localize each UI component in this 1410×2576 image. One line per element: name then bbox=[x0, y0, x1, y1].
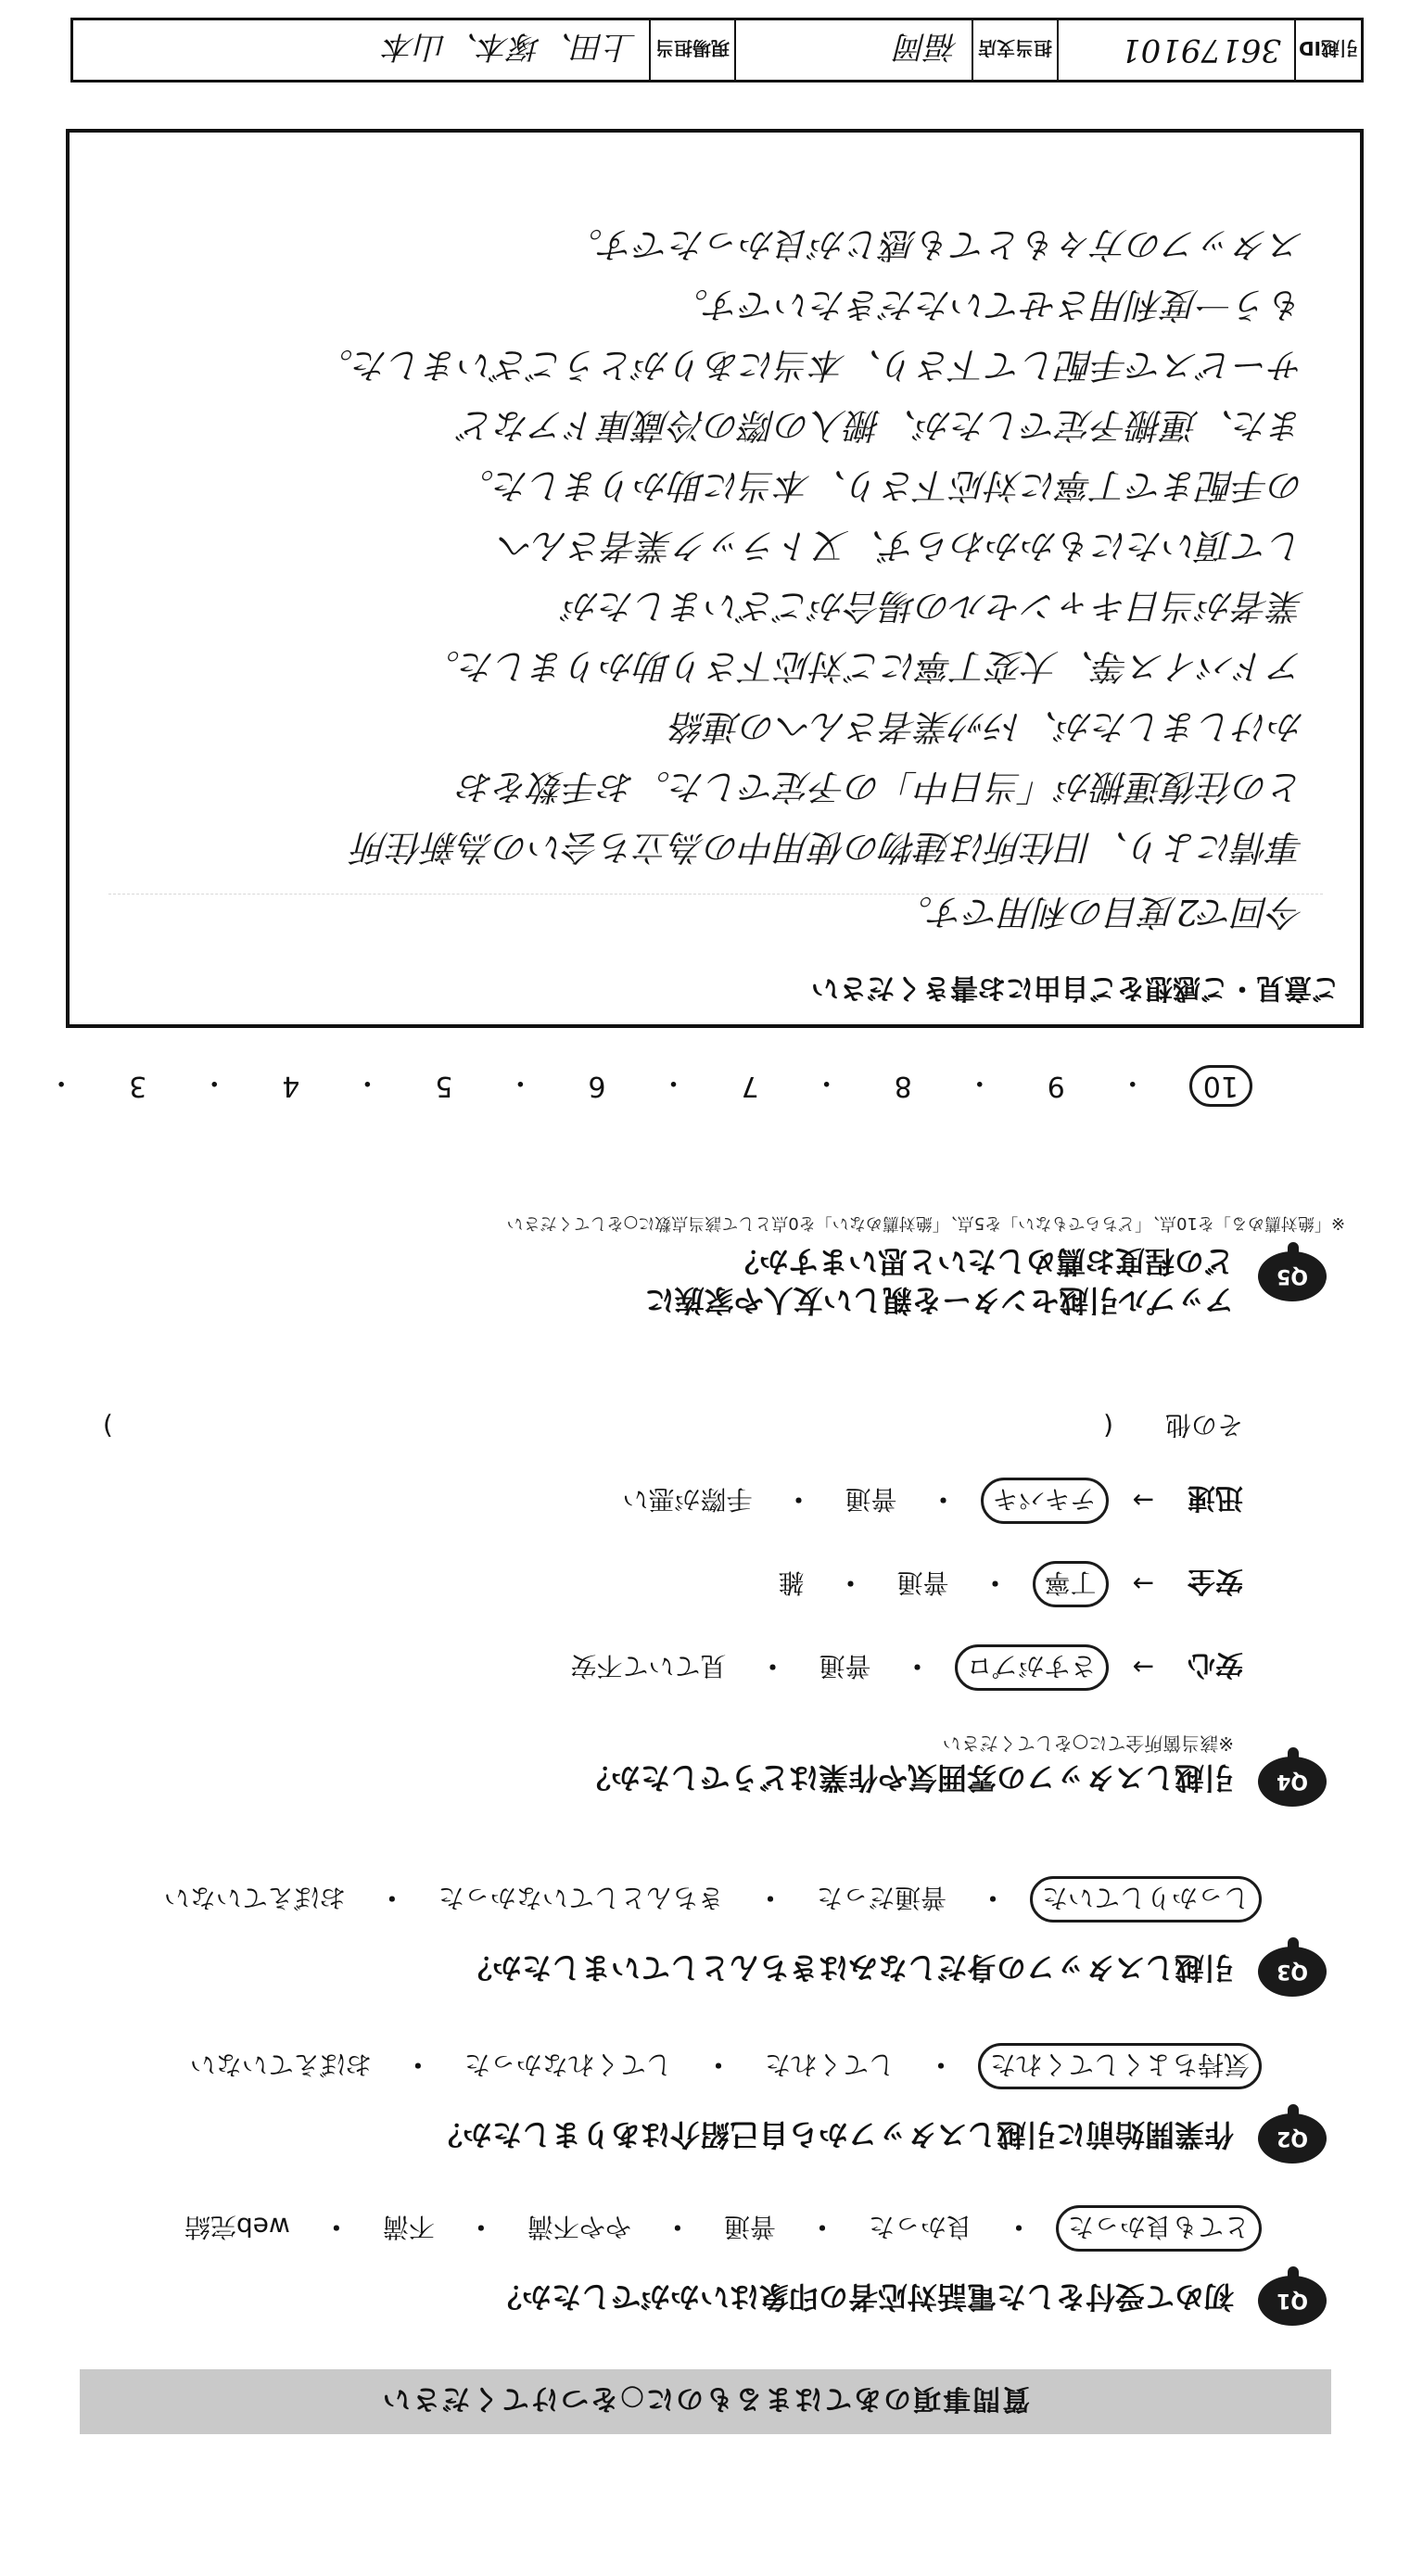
scale-option[interactable]: 5 bbox=[435, 1070, 453, 1102]
comment-line: 今回で2度目の利用です。 bbox=[896, 892, 1304, 933]
q4-option[interactable]: 丁寧 bbox=[1033, 1561, 1109, 1607]
comment-line: サービスで手配して下さり、本当にありがとうございました。 bbox=[317, 345, 1304, 386]
q2-options: 気持ちよくしてくれた ・ してくれた ・ してくれなかった ・ おぼえていない bbox=[181, 2043, 1262, 2089]
q5-note: ※「絶対薦める」を10点、「どちらでもない」を5点、「絶対薦めない」を0点として該当点数に○をしてください bbox=[506, 1213, 1345, 1233]
q4-option[interactable]: 普通 bbox=[896, 1567, 949, 1598]
q1-option[interactable]: 普通 bbox=[723, 2212, 776, 2242]
question-3 bbox=[75, 1858, 1327, 1997]
q4-other-open: ( bbox=[1103, 1411, 1113, 1442]
staff-info-table bbox=[70, 18, 1364, 82]
q4-row-label: 安全 bbox=[1188, 1565, 1243, 1597]
move-id-value: 36179101 bbox=[1059, 20, 1296, 80]
q5-text-line2: どの程度お薦めしたいと思いますか？ bbox=[729, 1244, 1234, 1279]
q1-option[interactable]: 不満 bbox=[382, 2212, 435, 2242]
comment-line: また、運搬予定でしたが、搬入の際の冷蔵庫ドアなど bbox=[460, 405, 1304, 446]
q3-option[interactable]: 普通だった bbox=[816, 1883, 946, 1913]
q4-badge bbox=[1258, 1757, 1327, 1807]
q1-option[interactable]: 良かった bbox=[868, 2212, 972, 2242]
q4-option[interactable]: 普通 bbox=[845, 1484, 897, 1515]
scale-option[interactable]: 10 bbox=[1189, 1065, 1252, 1107]
q3-badge bbox=[1258, 1947, 1327, 1997]
instruction-text: 質問事項のあてはまるものに○をつけてください bbox=[380, 2382, 1031, 2415]
q4-option[interactable]: 手際が悪い bbox=[622, 1484, 753, 1515]
q3-badge-label: Q3 bbox=[1277, 1960, 1309, 1984]
q2-option[interactable]: 気持ちよくしてくれた bbox=[978, 2043, 1262, 2089]
q4-row-label: 安心 bbox=[1188, 1648, 1243, 1681]
scale-option[interactable]: 9 bbox=[1047, 1070, 1065, 1102]
q2-option[interactable]: おぼえていない bbox=[189, 2049, 372, 2080]
q4-row-label: 迅速 bbox=[1188, 1481, 1243, 1514]
comment-line: アドバイス等、大変丁寧にご対応下さり助かりました。 bbox=[425, 646, 1304, 687]
comment-line: して頂いたにもかかわらず、又トラック業者さんへ bbox=[498, 526, 1304, 566]
q4-option[interactable]: テキパキ bbox=[981, 1478, 1109, 1524]
comment-box[interactable] bbox=[66, 129, 1364, 1028]
branch-value: 福岡 bbox=[736, 20, 973, 80]
scale-option[interactable]: 4 bbox=[282, 1070, 300, 1102]
arrow-icon: → bbox=[1132, 1485, 1154, 1516]
scale-option[interactable]: 6 bbox=[588, 1070, 606, 1102]
q4-row-anzen: 安全 → 丁寧 ・ 普通 ・ 雑 bbox=[769, 1561, 1243, 1607]
q2-badge bbox=[1258, 2113, 1327, 2164]
arrow-icon: → bbox=[1132, 1568, 1154, 1600]
comment-line: かけしましたが、ﾄﾗｯｸ業者さんへの連絡 bbox=[670, 706, 1304, 747]
q2-option[interactable]: してくれなかった bbox=[464, 2049, 672, 2080]
question-2 bbox=[75, 2024, 1327, 2164]
q4-option[interactable]: 見ていて不安 bbox=[570, 1651, 727, 1681]
q1-badge bbox=[1258, 2276, 1327, 2326]
comment-line: との往復運搬が「当日中」の予定でした。お手数をお bbox=[458, 767, 1304, 807]
comment-line: の手配まで丁寧に対応下さり、本当に助かりました。 bbox=[458, 465, 1304, 506]
q4-option[interactable]: 普通 bbox=[819, 1651, 871, 1681]
q3-option[interactable]: きちんとしていなかった bbox=[438, 1883, 724, 1913]
comment-line: スタッフの方々もとても感じが良かったです。 bbox=[567, 224, 1304, 265]
q4-other-close: ) bbox=[103, 1411, 113, 1442]
q1-option[interactable]: とても良かった bbox=[1056, 2205, 1262, 2252]
q4-text: 引越しスタッフの雰囲気や作業はどうでしたか？ bbox=[580, 1760, 1234, 1796]
question-4 bbox=[75, 1686, 1327, 1807]
scale-option[interactable]: 3 bbox=[129, 1070, 147, 1102]
staff-value: 上田、塚本、山本 bbox=[73, 20, 651, 80]
comment-line: 業者が当日キャンセルの場合がございましたが bbox=[564, 586, 1304, 627]
q1-text: 初めて受付をした電話対応者の印象はいかがでしたか？ bbox=[491, 2279, 1234, 2315]
comment-title: ご意見・ご感想をご自由にお書きください bbox=[811, 971, 1340, 1004]
q5-text-line1: アップル引越センターを親しい友人や家族に bbox=[644, 1283, 1234, 1318]
q1-option[interactable]: web完結 bbox=[184, 2212, 290, 2242]
staff-label: 現場担当 bbox=[651, 20, 736, 80]
q1-badge-label: Q1 bbox=[1277, 2289, 1309, 2313]
q1-options: とても良かった ・ 良かった ・ 普通 ・ やや不満 ・ 不満 ・ web完結 bbox=[175, 2205, 1262, 2252]
scale-option[interactable] bbox=[0, 1068, 5, 1104]
comment-line: 事情により、旧住所は建物の使用中の為立ち会いの為新住所 bbox=[352, 827, 1304, 868]
q4-other-label: その他 bbox=[1164, 1410, 1243, 1440]
move-id-label: 引越ID bbox=[1298, 37, 1359, 60]
q4-row-other bbox=[103, 1408, 1243, 1445]
q2-badge-label: Q2 bbox=[1277, 2126, 1309, 2151]
q4-row-anshin: 安心 → さすがプロ ・ 普通 ・ 見ていて不安 bbox=[561, 1644, 1243, 1691]
q3-option[interactable]: しっかりしていた bbox=[1030, 1876, 1262, 1922]
q5-badge-label: Q5 bbox=[1277, 1264, 1309, 1288]
q2-option[interactable]: してくれた bbox=[764, 2049, 895, 2080]
q3-text: 引越しスタッフの身だしなみはきちんとしていましたか？ bbox=[462, 1950, 1234, 1986]
instruction-bar bbox=[80, 2369, 1331, 2434]
arrow-icon: → bbox=[1132, 1652, 1154, 1683]
question-5 bbox=[75, 1144, 1345, 1329]
q5-badge bbox=[1258, 1251, 1327, 1301]
q4-option[interactable]: さすがプロ bbox=[955, 1644, 1109, 1691]
comment-line: もう一度利用させていただきたいです。 bbox=[673, 285, 1304, 325]
q3-options: しっかりしていた ・ 普通だった ・ きちんとしていなかった ・ おぼえていない bbox=[155, 1876, 1262, 1922]
q5-scale: 10 ・ 9 ・ 8 ・ 7 ・ 6 ・ 5 ・ 4 ・ 3 ・ bbox=[0, 1065, 1252, 1107]
q4-row-jinsoku: 迅速 → テキパキ ・ 普通 ・ 手際が悪い bbox=[613, 1478, 1243, 1524]
q4-note: ※該当箇所全てに○をしてください bbox=[942, 1732, 1234, 1755]
q1-option[interactable]: やや不満 bbox=[527, 2212, 631, 2242]
scale-option[interactable]: 8 bbox=[894, 1070, 912, 1102]
q3-option[interactable]: おぼえていない bbox=[163, 1883, 346, 1913]
q4-option[interactable]: 雑 bbox=[778, 1567, 805, 1598]
branch-label: 担当支店 bbox=[973, 20, 1059, 80]
question-1 bbox=[75, 2187, 1327, 2326]
q2-text: 作業開始前に引越しスタッフから自己紹介はありましたか？ bbox=[432, 2117, 1234, 2152]
scale-option[interactable]: 7 bbox=[741, 1070, 759, 1102]
q4-badge-label: Q4 bbox=[1277, 1770, 1309, 1794]
